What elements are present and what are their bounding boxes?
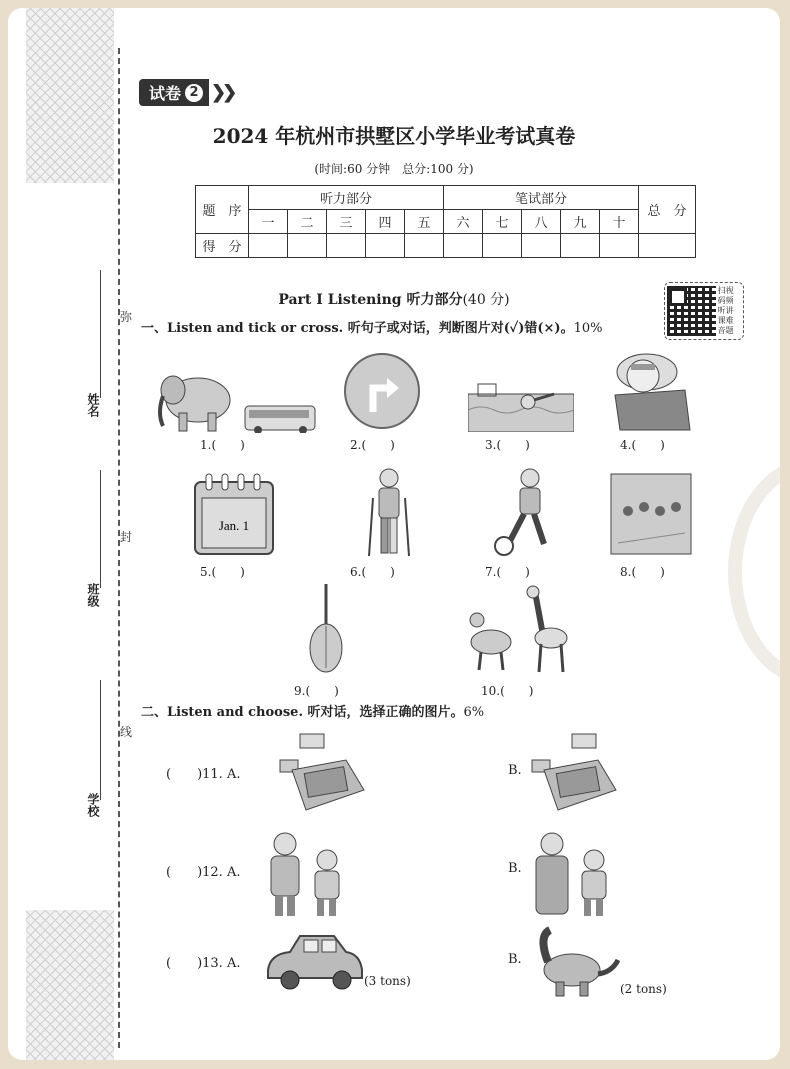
decor-pattern-bottom bbox=[26, 910, 114, 1060]
exam-title: 2024 年杭州市拱墅区小学毕业考试真卷 bbox=[212, 124, 576, 148]
written-header: 笔试部分 bbox=[444, 186, 639, 210]
score-cell[interactable] bbox=[483, 234, 522, 258]
total-header: 总 分 bbox=[639, 186, 696, 234]
running-kids-image bbox=[610, 473, 692, 557]
calendar-text: Jan. 1 bbox=[218, 518, 250, 533]
section1-title-text: 一、Listen and tick or cross. 听句子或对话，判断图片对(✓)错(×)。 bbox=[141, 321, 574, 336]
turn-right-sign-image bbox=[343, 352, 421, 430]
q6-label[interactable]: 6.( ) bbox=[350, 565, 395, 579]
bedroom-a-image bbox=[276, 730, 368, 818]
q4-label[interactable]: 4.( ) bbox=[620, 438, 665, 452]
num-1: 一 bbox=[249, 210, 288, 234]
num-9: 九 bbox=[561, 210, 600, 234]
q3-label[interactable]: 3.( ) bbox=[485, 438, 530, 452]
watermark-logo bbox=[728, 458, 780, 686]
sick-in-bed-image bbox=[605, 350, 695, 432]
name-label: 姓名 bbox=[86, 393, 100, 417]
qr-box[interactable] bbox=[664, 282, 744, 340]
num-2: 二 bbox=[288, 210, 327, 234]
q5-label[interactable]: 5.( ) bbox=[200, 565, 245, 579]
seal-char-3: 线 bbox=[120, 725, 133, 739]
score-cell[interactable] bbox=[405, 234, 444, 258]
num-5: 五 bbox=[405, 210, 444, 234]
q1-label[interactable]: 1.( ) bbox=[200, 438, 245, 452]
seal-dashed-line bbox=[118, 48, 120, 1048]
football-image bbox=[488, 466, 558, 558]
part-title-text: Part Ⅰ Listening 听力部分 bbox=[278, 292, 463, 308]
q11-b-label[interactable]: B. bbox=[508, 763, 522, 778]
part-points: (40 分) bbox=[462, 292, 510, 308]
seal-char-2: 封 bbox=[120, 530, 133, 544]
q2-label[interactable]: 2.( ) bbox=[350, 438, 395, 452]
section2-title bbox=[141, 701, 484, 720]
school-line bbox=[100, 680, 101, 800]
q13-b-label[interactable]: B. bbox=[508, 952, 522, 967]
chevrons-icon: ❯❯ bbox=[211, 82, 234, 103]
car-image bbox=[260, 930, 366, 992]
score-cell[interactable] bbox=[288, 234, 327, 258]
q13-label[interactable]: ( )13. A. bbox=[166, 956, 241, 971]
mother-son-a-image bbox=[261, 830, 353, 918]
score-table bbox=[195, 185, 696, 258]
score-cell[interactable] bbox=[444, 234, 483, 258]
section2-title-text: 二、Listen and choose. 听对话，选择正确的图片。 bbox=[141, 705, 464, 720]
elephant-bus-image bbox=[153, 368, 323, 433]
score-cell[interactable] bbox=[600, 234, 639, 258]
q12-label[interactable]: ( )12. A. bbox=[166, 865, 241, 880]
qr-code-icon bbox=[667, 286, 716, 336]
car-weight: (3 tons) bbox=[364, 974, 411, 988]
bedroom-b-image bbox=[528, 730, 620, 818]
num-6: 六 bbox=[444, 210, 483, 234]
score-row-label: 得 分 bbox=[196, 234, 249, 258]
q11-label[interactable]: ( )11. A. bbox=[166, 767, 241, 782]
paper-badge bbox=[139, 79, 233, 106]
q9-label[interactable]: 9.( ) bbox=[294, 684, 339, 698]
score-cell[interactable] bbox=[249, 234, 288, 258]
num-7: 七 bbox=[483, 210, 522, 234]
class-line bbox=[100, 470, 101, 588]
badge-label: 试卷 bbox=[149, 84, 182, 103]
score-cell[interactable] bbox=[327, 234, 366, 258]
section2-pct: 6% bbox=[463, 705, 485, 720]
num-4: 四 bbox=[366, 210, 405, 234]
school-label: 学校 bbox=[86, 793, 100, 817]
num-10: 十 bbox=[600, 210, 639, 234]
seal-char-1: 弥 bbox=[120, 310, 133, 324]
num-8: 八 bbox=[522, 210, 561, 234]
q8-label[interactable]: 8.( ) bbox=[620, 565, 665, 579]
swimming-image bbox=[468, 380, 574, 432]
pipa-image bbox=[306, 580, 346, 675]
deer-giraffe-image bbox=[463, 580, 573, 675]
crutches-image bbox=[363, 466, 415, 558]
score-cell[interactable] bbox=[561, 234, 600, 258]
q7-label[interactable]: 7.( ) bbox=[485, 565, 530, 579]
decor-pattern-top bbox=[26, 8, 114, 183]
class-label: 班级 bbox=[86, 583, 100, 607]
exam-subtitle: (时间:60 分钟 总分:100 分) bbox=[314, 162, 474, 176]
listening-header: 听力部分 bbox=[249, 186, 444, 210]
dinosaur-image bbox=[528, 926, 620, 998]
row-header: 题 序 bbox=[196, 186, 249, 234]
section1-title bbox=[141, 317, 603, 336]
dinosaur-weight: (2 tons) bbox=[620, 982, 667, 996]
mother-son-b-image bbox=[528, 830, 620, 918]
q12-b-label[interactable]: B. bbox=[508, 861, 522, 876]
num-3: 三 bbox=[327, 210, 366, 234]
total-score-cell[interactable] bbox=[639, 234, 696, 258]
calendar-image bbox=[192, 470, 277, 558]
badge-number: 2 bbox=[185, 84, 203, 102]
exam-page bbox=[8, 8, 780, 1060]
qr-caption: 扫视码频听讲课难音题 bbox=[717, 286, 734, 335]
section1-pct: 10% bbox=[573, 321, 603, 336]
score-cell[interactable] bbox=[522, 234, 561, 258]
score-cell[interactable] bbox=[366, 234, 405, 258]
q10-label[interactable]: 10.( ) bbox=[481, 684, 534, 698]
